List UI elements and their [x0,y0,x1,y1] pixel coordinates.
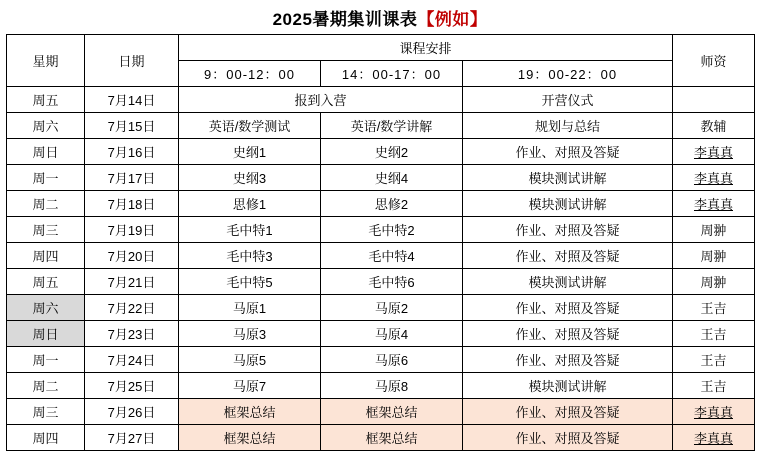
cell-slot2-10: 马原6 [321,347,463,373]
schedule-table [6,34,755,451]
cell-slot2-4: 思修2 [321,191,463,217]
table-row [7,87,755,113]
cell-slot1-9: 马原3 [179,321,321,347]
cell-week-8: 周六 [7,295,85,321]
cell-slot1-12: 框架总结 [179,399,321,425]
table-row [7,347,755,373]
column-header-slot3: 19：00-22：00 [463,61,673,87]
page-title-highlight: 【例如】 [417,9,488,29]
column-header-week: 星期 [7,35,85,87]
cell-date-13: 7月27日 [85,425,179,451]
cell-slot2-2: 史纲2 [321,139,463,165]
cell-slot1-7: 毛中特5 [179,269,321,295]
cell-slot2-6: 毛中特4 [321,243,463,269]
cell-date-10: 7月24日 [85,347,179,373]
cell-teacher-11: 王吉 [673,373,755,399]
column-header-date: 日期 [85,35,179,87]
cell-slot1-13: 框架总结 [179,425,321,451]
cell-teacher-10: 王吉 [673,347,755,373]
cell-slot3-11: 模块测试讲解 [463,373,673,399]
cell-slot1-11: 马原7 [179,373,321,399]
cell-teacher-7: 周翀 [673,269,755,295]
document-title-row [0,0,760,34]
table-row [7,243,755,269]
header-row-top [7,35,755,61]
cell-slot2-5: 毛中特2 [321,217,463,243]
table-row [7,295,755,321]
cell-slot2-3: 史纲4 [321,165,463,191]
cell-slot3-13: 作业、对照及答疑 [463,425,673,451]
cell-slot3-3: 模块测试讲解 [463,165,673,191]
cell-slot1-4: 思修1 [179,191,321,217]
cell-slot2-8: 马原2 [321,295,463,321]
cell-date-11: 7月25日 [85,373,179,399]
table-row [7,113,755,139]
cell-teacher-3: 李真真 [673,165,755,191]
column-header-slot1: 9：00-12：00 [179,61,321,87]
cell-slot3-2: 作业、对照及答疑 [463,139,673,165]
cell-date-4: 7月18日 [85,191,179,217]
cell-date-3: 7月17日 [85,165,179,191]
cell-slot2-1: 英语/数学讲解 [321,113,463,139]
cell-week-6: 周四 [7,243,85,269]
cell-week-4: 周二 [7,191,85,217]
table-header [7,35,755,87]
table-row [7,373,755,399]
page-title-main: 2025暑期集训课表 [272,9,418,29]
table-body [7,87,755,451]
cell-slot1-1: 英语/数学测试 [179,113,321,139]
cell-date-2: 7月16日 [85,139,179,165]
cell-teacher-1: 教辅 [673,113,755,139]
cell-date-12: 7月26日 [85,399,179,425]
page-title [273,5,488,30]
cell-slot3-8: 作业、对照及答疑 [463,295,673,321]
cell-date-8: 7月22日 [85,295,179,321]
cell-teacher-6: 周翀 [673,243,755,269]
cell-teacher-12: 李真真 [673,399,755,425]
table-row [7,321,755,347]
table-row [7,191,755,217]
cell-date-7: 7月21日 [85,269,179,295]
cell-teacher-13: 李真真 [673,425,755,451]
cell-week-0: 周五 [7,87,85,113]
cell-week-2: 周日 [7,139,85,165]
cell-merged-b-0: 开营仪式 [463,87,673,113]
cell-teacher-9: 王吉 [673,321,755,347]
cell-date-6: 7月20日 [85,243,179,269]
cell-slot1-10: 马原5 [179,347,321,373]
cell-week-3: 周一 [7,165,85,191]
cell-slot1-6: 毛中特3 [179,243,321,269]
cell-slot3-1: 规划与总结 [463,113,673,139]
cell-week-11: 周二 [7,373,85,399]
cell-slot3-7: 模块测试讲解 [463,269,673,295]
cell-week-9: 周日 [7,321,85,347]
cell-merged-a-0: 报到入营 [179,87,463,113]
table-row [7,139,755,165]
cell-slot2-9: 马原4 [321,321,463,347]
table-row [7,165,755,191]
cell-slot3-5: 作业、对照及答疑 [463,217,673,243]
cell-teacher-4: 李真真 [673,191,755,217]
column-header-teacher: 师资 [673,35,755,87]
cell-slot1-3: 史纲3 [179,165,321,191]
cell-teacher-0 [673,87,755,113]
cell-teacher-2: 李真真 [673,139,755,165]
table-row [7,425,755,451]
cell-teacher-5: 周翀 [673,217,755,243]
cell-week-7: 周五 [7,269,85,295]
table-row [7,217,755,243]
cell-slot1-2: 史纲1 [179,139,321,165]
cell-slot3-10: 作业、对照及答疑 [463,347,673,373]
cell-slot1-8: 马原1 [179,295,321,321]
column-header-course-group: 课程安排 [179,35,673,61]
cell-date-9: 7月23日 [85,321,179,347]
cell-slot3-6: 作业、对照及答疑 [463,243,673,269]
table-row [7,269,755,295]
cell-slot2-13: 框架总结 [321,425,463,451]
cell-date-5: 7月19日 [85,217,179,243]
cell-slot2-11: 马原8 [321,373,463,399]
cell-slot3-9: 作业、对照及答疑 [463,321,673,347]
cell-date-1: 7月15日 [85,113,179,139]
cell-slot3-12: 作业、对照及答疑 [463,399,673,425]
cell-week-12: 周三 [7,399,85,425]
cell-slot2-12: 框架总结 [321,399,463,425]
cell-teacher-8: 王吉 [673,295,755,321]
column-header-slot2: 14：00-17：00 [321,61,463,87]
cell-date-0: 7月14日 [85,87,179,113]
cell-slot1-5: 毛中特1 [179,217,321,243]
cell-slot2-7: 毛中特6 [321,269,463,295]
cell-week-1: 周六 [7,113,85,139]
cell-week-10: 周一 [7,347,85,373]
cell-week-5: 周三 [7,217,85,243]
cell-slot3-4: 模块测试讲解 [463,191,673,217]
cell-week-13: 周四 [7,425,85,451]
